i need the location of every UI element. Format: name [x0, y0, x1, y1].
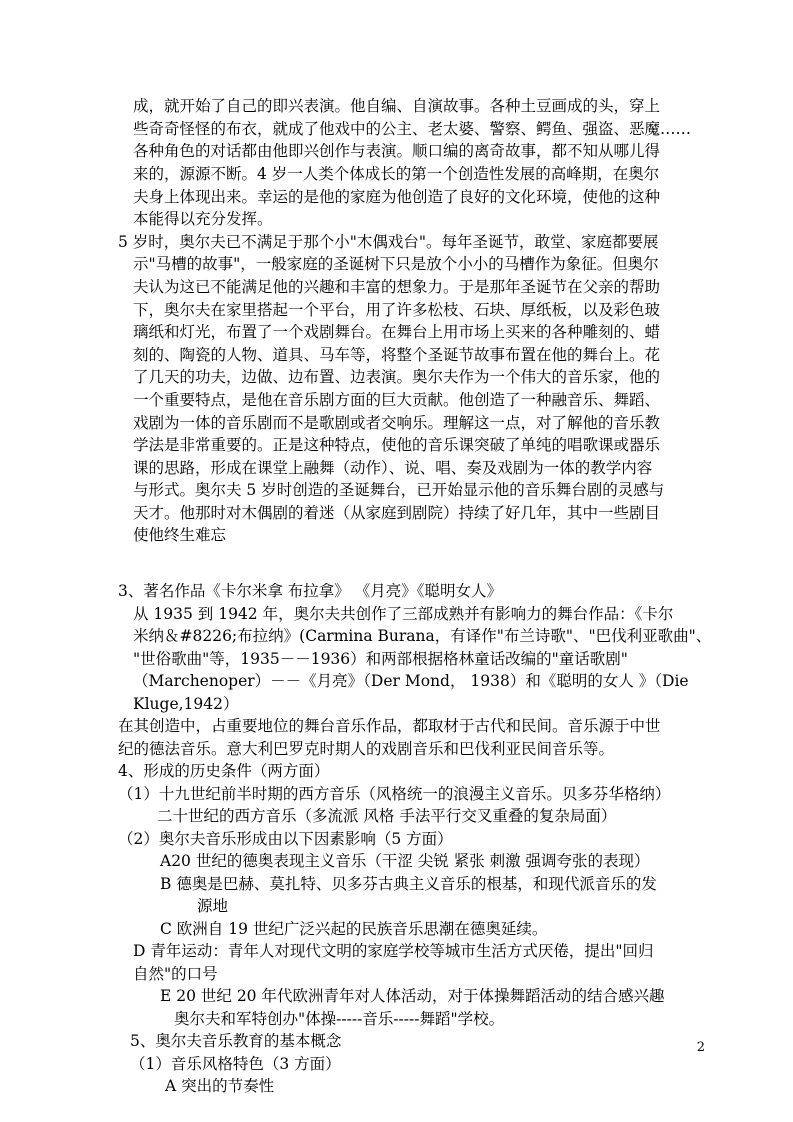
- body-line: 各种角色的对话都由他即兴创作与表演。顺口编的离奇故事，都不知从哪儿得: [133, 142, 661, 160]
- body-line: 刻的、陶瓷的人物、道具、马车等，将整个圣诞节故事布置在他的舞台上。花: [133, 346, 661, 364]
- body-line: 天才。他那时对木偶剧的着迷（从家庭到剧院）持续了好几年，其中一些剧目: [133, 504, 661, 522]
- body-line: 来的，源源不断。4 岁一人类个体成长的第一个创造性发展的高峰期，在奥尔: [133, 165, 660, 183]
- body-line: 5 岁时，奥尔夫已不满足于那个小"木偶戏台"。每年圣诞节，敢堂、家庭都要展: [118, 233, 659, 251]
- body-line: 夫认为这已不能满足他的兴趣和丰富的想象力。于是那年圣诞节在父亲的帮助: [133, 278, 661, 296]
- body-line: （1）十九世纪前半时期的西方音乐（风格统一的浪漫主义音乐。贝多芬华格纳）: [118, 785, 671, 803]
- body-line: 学法是非常重要的。正是这种特点，使他的音乐课突破了单纯的唱歌课或器乐: [133, 436, 661, 454]
- body-line: 自然"的口号: [133, 965, 218, 983]
- list-item: B 德奥是巴赫、莫扎特、贝多芬古典主义音乐的根基，和现代派音乐的发: [160, 875, 657, 893]
- body-line: 米纳＆#8226;布拉纳》(Carmina Burana，有译作"布兰诗歌"、"巴伐利亚歌曲"、: [133, 627, 712, 645]
- list-item: C 欧洲自 19 世纪广泛兴起的民族音乐思潮在德奥延续。: [160, 920, 548, 938]
- body-line: 璃纸和灯光，布置了一个戏剧舞台。在舞台上用市场上买来的各种雕刻的、蜡: [133, 323, 661, 341]
- body-line: 戏剧为一体的音乐剧而不是歌剧或者交响乐。理解这一点，对了解他的音乐教: [133, 414, 661, 432]
- body-line: 纪的德法音乐。意大利巴罗克时期人的戏剧音乐和巴伐利亚民间音乐等。: [118, 740, 615, 758]
- section-heading: 5、奥尔夫音乐教育的基本概念: [130, 1032, 342, 1050]
- body-line: 成，就开始了自己的即兴表演。他自编、自演故事。各种土豆画成的头，穿上: [133, 97, 661, 115]
- list-item: A 突出的节奏性: [165, 1077, 275, 1095]
- body-line: 与形式。奥尔夫 5 岁时创造的圣诞舞台，已开始显示他的音乐舞台剧的灵感与: [133, 481, 665, 499]
- body-line: 二十世纪的西方音乐（多流派 风格 手法平行交叉重叠的复杂局面）: [157, 807, 617, 825]
- body-line: 了几天的功夫，边做、边布置、边表演。奥尔夫作为一个伟大的音乐家，他的: [133, 368, 661, 386]
- body-line: 些奇奇怪怪的布衣，就成了他戏中的公主、老太婆、警察、鳄鱼、强盗、恶魔……: [133, 120, 692, 138]
- body-line: 本能得以充分发挥。: [133, 210, 273, 228]
- body-line: 使他终生难忘: [133, 526, 227, 544]
- body-line: 示"马槽的故事"，一般家庭的圣诞树下只是放个小小的马槽作为象征。但奥尔: [133, 255, 659, 273]
- body-line: 夫身上体现出来。幸运的是他的家庭为他创造了良好的文化环境，使他的这种: [133, 188, 661, 206]
- body-line: 在其创造中，占重要地位的舞台音乐作品，都取材于古代和民间。音乐源于中世: [118, 717, 661, 735]
- body-line: （Marchenoper）－－《月亮》（Der Mond， 1938）和《聪明的女人 》（Die: [133, 672, 689, 690]
- page-number: 2: [696, 1040, 705, 1055]
- list-item: A20 世纪的德奥表现主义音乐（干涩 尖锐 紧张 刺激 强调夸张的表现）: [160, 852, 650, 870]
- list-item: E 20 世纪 20 年代欧洲青年对人体活动，对于体操舞蹈活动的结合感兴趣: [160, 987, 665, 1005]
- list-item: D 青年运动：青年人对现代文明的家庭学校等城市生活方式厌倦，提出"回归: [133, 942, 654, 960]
- body-line: 从 1935 到 1942 年，奥尔夫共创作了三部成熟并有影响力的舞台作品：《卡尔: [133, 605, 674, 623]
- body-line: 奥尔夫和军特创办"体操-----音乐-----舞蹈"学校。: [174, 1010, 505, 1028]
- body-line: "世俗歌曲"等，1935－－1936）和两部根据格林童话改编的"童话歌剧": [133, 650, 628, 668]
- body-line: 源地: [197, 897, 229, 915]
- body-line: 下，奥尔夫在家里搭起一个平台，用了许多松枝、石块、厚纸板，以及彩色玻: [133, 301, 661, 319]
- body-line: 一个重要特点，是他在音乐剧方面的巨大贡献。他创造了一种融音乐、舞蹈、: [133, 391, 661, 409]
- section-heading: 3、著名作品《卡尔米拿 布拉拿》 《月亮》《聪明女人》: [118, 582, 502, 600]
- section-heading: 4、形成的历史条件（两方面）: [118, 762, 330, 780]
- body-line: 课的思路，形成在课堂上融舞（动作）、说、唱、奏及戏剧为一体的教学内容: [133, 459, 653, 477]
- body-line: （1）音乐风格特色（3 方面）: [130, 1055, 341, 1073]
- body-line: （2）奥尔夫音乐形成由以下因素影响（5 方面）: [118, 830, 453, 848]
- body-line: Kluge,1942）: [133, 695, 239, 713]
